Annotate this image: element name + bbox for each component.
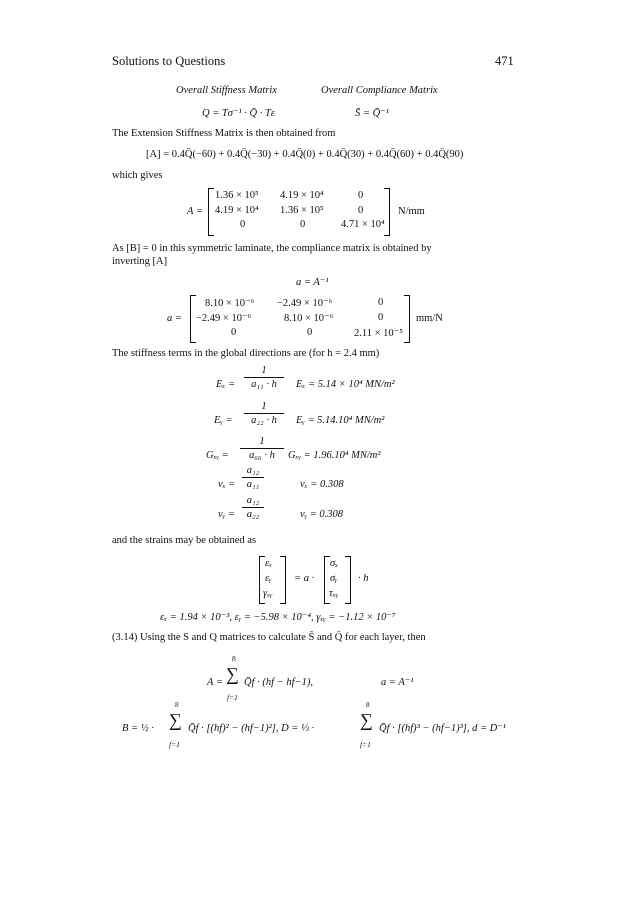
nux-result: νₓ = 0.308 — [300, 479, 344, 490]
A-matrix-unit: N/mm — [398, 206, 425, 217]
extension-text: The Extension Stiffness Matrix is then obtained from — [112, 128, 336, 139]
strain-xy: γₓᵧ — [263, 588, 273, 599]
stress-xy: τₓᵧ — [329, 588, 339, 599]
equation-a-inverse: a = A⁻¹ — [296, 277, 329, 288]
B-zero-text-line1: As [B] = 0 in this symmetric laminate, the compliance matrix is obtained by — [112, 243, 432, 254]
fraction-bar — [242, 477, 264, 478]
strain-results: εₓ = 1.94 × 10⁻³, εᵧ = −5.98 × 10⁻⁴, γₓᵧ = −1.12 × 10⁻⁷ — [160, 612, 396, 623]
fraction-bar — [240, 448, 284, 449]
A-cell-33: 4.71 × 10⁴ — [341, 219, 385, 230]
B-sum-upper-limit: 8 — [175, 700, 179, 709]
A-matrix-label: A = — [187, 206, 203, 217]
a-cell-13: 0 — [378, 297, 384, 308]
A-cell-32: 0 — [300, 219, 306, 230]
Ey-lhs: Eᵧ = — [214, 415, 233, 426]
Gxy-denominator: a₆₆ · h — [249, 450, 275, 461]
A-general-tail: a = A⁻¹ — [381, 677, 414, 688]
B-lhs: B = ½ · — [122, 723, 154, 734]
Ey-numerator: 1 — [261, 401, 267, 412]
nux-denominator: a₁₁ — [246, 479, 260, 490]
nuy-result: νᵧ = 0.308 — [300, 509, 344, 520]
B-body: Q̄f · [(hf)² − (hf−1)²], D = ⅓ · — [188, 723, 315, 734]
summation-icon: ∑ — [169, 710, 182, 730]
strain-equation-h: · h — [358, 573, 369, 584]
Ey-fraction — [244, 401, 284, 426]
A-cell-21: 4.19 × 10⁴ — [215, 205, 259, 216]
stiffness-matrix-title: Overall Stiffness Matrix — [176, 85, 277, 96]
A-cell-11: 1.36 × 10⁵ — [215, 190, 259, 201]
fraction-bar — [244, 413, 284, 414]
page-number: 471 — [495, 54, 514, 68]
Ey-denominator: a₂₂ · h — [251, 415, 277, 426]
Ey-result: Eᵧ = 5.14.10⁴ MN/m² — [296, 415, 385, 426]
A-cell-23: 0 — [358, 205, 364, 216]
Gxy-numerator: 1 — [259, 436, 265, 447]
question-3-14-text: (3.14) Using the S and Q matrices to calculate S̄ and Q̄ for each layer, then — [112, 632, 426, 643]
A-cell-31: 0 — [240, 219, 246, 230]
a-cell-22: 8.10 × 10⁻⁶ — [284, 313, 334, 324]
nuy-fraction — [242, 495, 264, 520]
strains-text: and the strains may be obtained as — [112, 535, 257, 546]
Gxy-lhs: Gₓᵧ = — [206, 450, 229, 461]
A-cell-12: 4.19 × 10⁴ — [280, 190, 324, 201]
A-general-lhs: A = — [207, 677, 223, 688]
D-sum-upper-limit: 8 — [366, 700, 370, 709]
B-sum-lower-limit: f=1 — [169, 740, 180, 749]
a-cell-11: 8.10 × 10⁻⁶ — [205, 298, 255, 309]
A-cell-13: 0 — [358, 190, 364, 201]
B-zero-text-line2: inverting [A] — [112, 256, 168, 267]
Ex-result: Eₓ = 5.14 × 10⁴ MN/m² — [296, 379, 395, 390]
running-header-title: Solutions to Questions — [112, 54, 226, 68]
stiffness-terms-text: The stiffness terms in the global directions are (for h = 2.4 mm) — [112, 348, 380, 359]
equation-A-sum: [A] = 0.4Q̄(−60) + 0.4Q̄(−30) + 0.4Q̄(0) + 0.4Q̄(30) + 0.4Q̄(60) + 0.4Q̄(90) — [146, 149, 464, 160]
a-cell-31: 0 — [231, 327, 237, 338]
D-body: Q̄f · [(hf)³ − (hf−1)³], d = D⁻¹ — [379, 723, 506, 734]
equation-Q: Q = Tσ⁻¹ · Q̄ · Tε — [202, 108, 275, 119]
A-matrix-left-bracket — [208, 188, 214, 236]
Gxy-fraction — [240, 436, 284, 461]
a-matrix-unit: mm/N — [416, 313, 443, 324]
Ex-denominator: a₁₁ · h — [251, 379, 277, 390]
stress-vector-right-bracket — [345, 556, 351, 604]
compliance-matrix-title: Overall Compliance Matrix — [321, 85, 438, 96]
fraction-bar — [242, 507, 264, 508]
strain-equation-operator: = a · — [294, 573, 315, 584]
a-matrix-label: a = — [167, 313, 182, 324]
summation-icon: ∑ — [226, 664, 239, 684]
nux-fraction — [242, 465, 264, 490]
A-sum-lower-limit: f=1 — [227, 693, 238, 702]
D-sum-lower-limit: f=1 — [360, 740, 371, 749]
a-matrix-right-bracket — [404, 295, 410, 343]
nuy-denominator: a₂₂ — [246, 509, 260, 520]
nux-lhs: νₓ = — [218, 479, 236, 490]
A-sum-upper-limit: 8 — [232, 654, 236, 663]
equation-S: S̄ = Q̄⁻¹ — [355, 108, 389, 119]
a-cell-32: 0 — [307, 327, 313, 338]
strain-x: εₓ — [265, 558, 273, 569]
Gxy-result: Gₓᵧ = 1.96.10⁴ MN/m² — [288, 450, 381, 461]
nuy-numerator: a₁₂ — [246, 495, 260, 506]
A-general-body: Q̄f · (hf − hf−1), — [244, 677, 313, 688]
fraction-bar — [244, 377, 284, 378]
stress-x: σₓ — [330, 558, 339, 569]
Ex-numerator: 1 — [261, 365, 267, 376]
which-gives-text: which gives — [112, 170, 163, 181]
nuy-lhs: νᵧ = — [218, 509, 235, 520]
a-cell-12: −2.49 × 10⁻⁶ — [277, 298, 333, 309]
stress-y: σᵧ — [330, 573, 338, 584]
a-cell-33: 2.11 × 10⁻⁵ — [354, 328, 403, 339]
Ex-lhs: Eₓ = — [216, 379, 236, 390]
a-cell-21: −2.49 × 10⁻⁶ — [196, 313, 252, 324]
nux-numerator: a₁₂ — [246, 465, 260, 476]
strain-y: εᵧ — [265, 573, 272, 584]
summation-icon: ∑ — [360, 710, 373, 730]
A-cell-22: 1.36 × 10⁵ — [280, 205, 324, 216]
strain-vector-right-bracket — [280, 556, 286, 604]
a-cell-23: 0 — [378, 312, 384, 323]
Ex-fraction — [244, 365, 284, 390]
